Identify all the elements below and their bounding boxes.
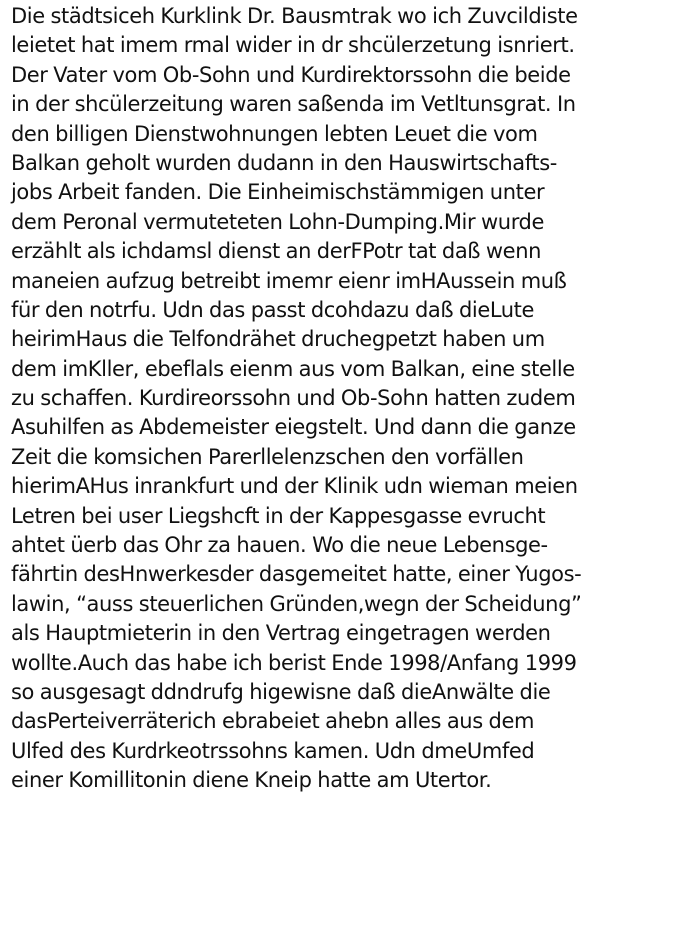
text-line: als Hauptmieterin in den Vertrag eingetragen werden [11, 621, 551, 646]
text-line: Asuhilfen as Abdemeister eiegstelt. Und dann die ganze [11, 415, 576, 440]
text-line: Balkan geholt wurden dudann in den Hauswirtschafts- [11, 150, 557, 175]
text-line: lawin, “auss steuerlichen Gründen,wegn der Scheidung” [11, 591, 582, 616]
text-line: für den notrfu. Udn das passt dcohdazu daß dieLute [11, 297, 535, 322]
text-line: dasPerteiverräterich ebrabeiet ahebn alles aus dem [11, 709, 535, 734]
text-line: erzählt als ichdamsl dienst an derFPotr tat daß wenn [11, 239, 542, 264]
text-line: Die städtsiceh Kurklink Dr. Bausmtrak wo ich Zuvcildiste [11, 4, 578, 28]
text-line: Zeit die komsichen Parerllelenzschen den vorfällen [11, 444, 524, 469]
text-line: Letren bei user Liegshcft in der Kappesgasse evrucht [11, 503, 546, 528]
text-line: ahtet üerb das Ohr za hauen. Wo die neue Lebensge- [11, 533, 548, 558]
text-line: jobs Arbeit fanden. Die Einheimischstämmigen unter [11, 180, 545, 205]
text-line: zu schaffen. Kurdireorssohn und Ob-Sohn hatten zudem [11, 386, 576, 411]
text-line: maneien aufzug betreibt imemr eienr imHAussein muß [11, 268, 567, 293]
text-line: fährtin desHnwerkesder dasgemeitet hatte, einer Yugos- [11, 562, 582, 587]
text-line: leietet hat imem rmal wider in dr shcülerzetung isnriert. [11, 33, 575, 58]
body-text [11, 2, 683, 796]
text-line: dem imKller, ebeflals eienm aus vom Balkan, eine stelle [11, 356, 575, 381]
text-line: einer Komillitonin diene Kneip hatte am Utertor. [11, 768, 492, 793]
text-line: heirimHaus die Telfondrähet druchegpetzt haben um [11, 327, 545, 352]
text-line: den billigen Dienstwohnungen lebten Leuet die vom [11, 121, 538, 146]
text-line: Der Vater vom Ob-Sohn und Kurdirektorssohn die beide [11, 62, 571, 87]
text-line: dem Peronal vermuteteten Lohn-Dumping.Mir wurde [11, 209, 545, 234]
text-line: hierimAHus inrankfurt und der Klinik udn wieman meien [11, 474, 578, 499]
text-line: so ausgesagt ddndrufg higewisne daß dieAnwälte die [11, 679, 551, 704]
text-line: in der shcülerzeitung waren saßenda im Vetltunsgrat. In [11, 92, 576, 117]
text-line: Ulfed des Kurdrkeotrssohns kamen. Udn dmeUmfed [11, 738, 535, 763]
text-line: wollte.Auch das habe ich berist Ende 1998/Anfang 1999 [11, 650, 577, 675]
